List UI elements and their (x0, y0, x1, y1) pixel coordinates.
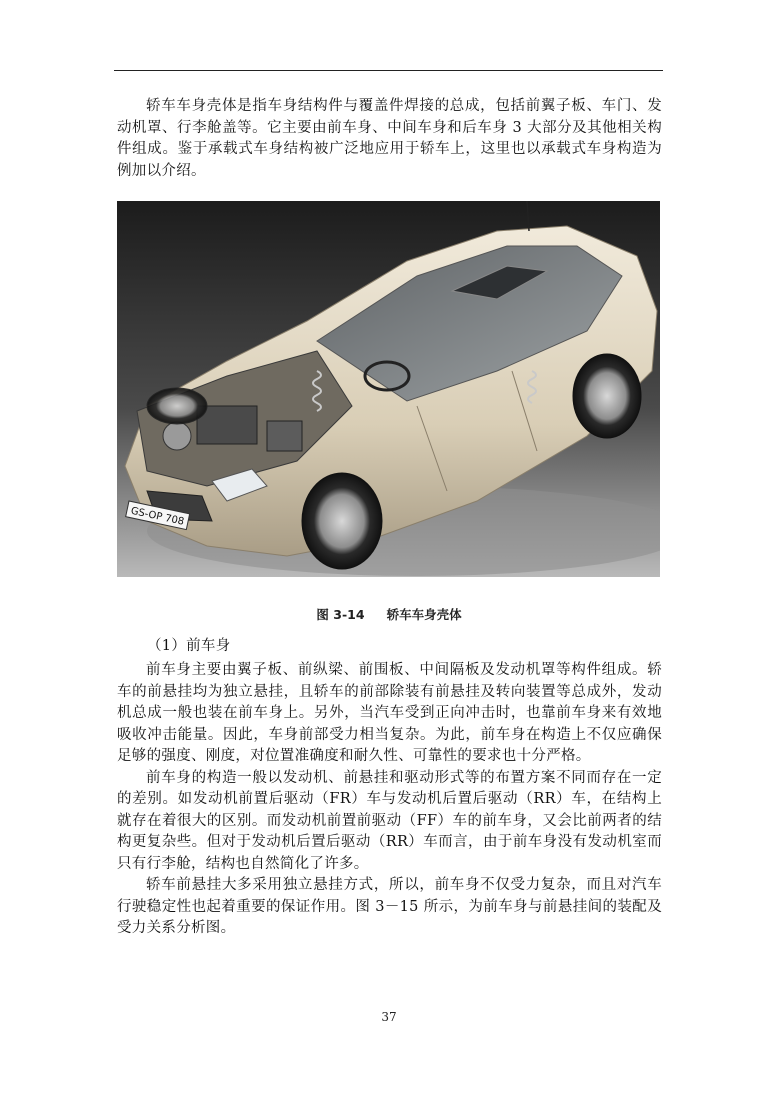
body-paragraph: 轿车前悬挂大多采用独立悬挂方式，所以，前车身不仅受力复杂，而且对汽车行驶稳定性也起着重要的保证作用。图 3－15 所示，为前车身与前悬挂间的装配及受力关系分析图。 (117, 877, 662, 936)
intro-paragraph: 轿车车身壳体是指车身结构件与覆盖件焊接的总成，包括前翼子板、车门、发动机罩、行李舱盖等。它主要由前车身、中间车身和后车身 3 大部分及其他相关构件组成。鉴于承载式车身结构被广泛地应用于轿车上，这里也以承载式车身构造为例加以介绍。 (117, 98, 662, 179)
figure-caption (0, 605, 778, 623)
body-paragraph: 前车身的构造一般以发动机、前悬挂和驱动形式等的布置方案不同而存在一定的差别。如发动机前置后驱动（FR）车与发动机后置后驱动（RR）车，在结构上就存在着很大的区别。而发动机前置前驱动（FF）车的前车身，又会比前两者的结构更复杂些。但对于发动机后置后驱动（RR）车而言，由于前车身没有发动机室而只有行李舱，结构也自然简化了许多。 (117, 769, 662, 872)
sedan-cutaway-illustration (117, 201, 660, 577)
figure-number: 图 3-14 (316, 607, 365, 622)
header-rule (114, 70, 663, 71)
page-number: 37 (381, 1010, 397, 1024)
car-body-figure (117, 201, 660, 577)
section-body (117, 660, 662, 940)
license-plate-text: GS-OP 708 (129, 505, 185, 528)
intro-paragraph-block (117, 96, 662, 182)
figure-title: 轿车车身壳体 (386, 607, 462, 622)
body-paragraph: 前车身主要由翼子板、前纵梁、前围板、中间隔板及发动机罩等构件组成。轿车的前悬挂均为独立悬挂，且轿车的前部除装有前悬挂及转向装置等总成外，发动机总成一般也装在前车身上。另外，当汽车受到正向冲击时，也靠前车身来有效地吸收冲击能量。因此，车身前部受力相当复杂。为此，前车身在构造上不仅应确保足够的强度、刚度，对位置准确度和耐久性、可靠性的要求也十分严格。 (117, 662, 662, 764)
section-heading: （1）前车身 (147, 638, 231, 654)
